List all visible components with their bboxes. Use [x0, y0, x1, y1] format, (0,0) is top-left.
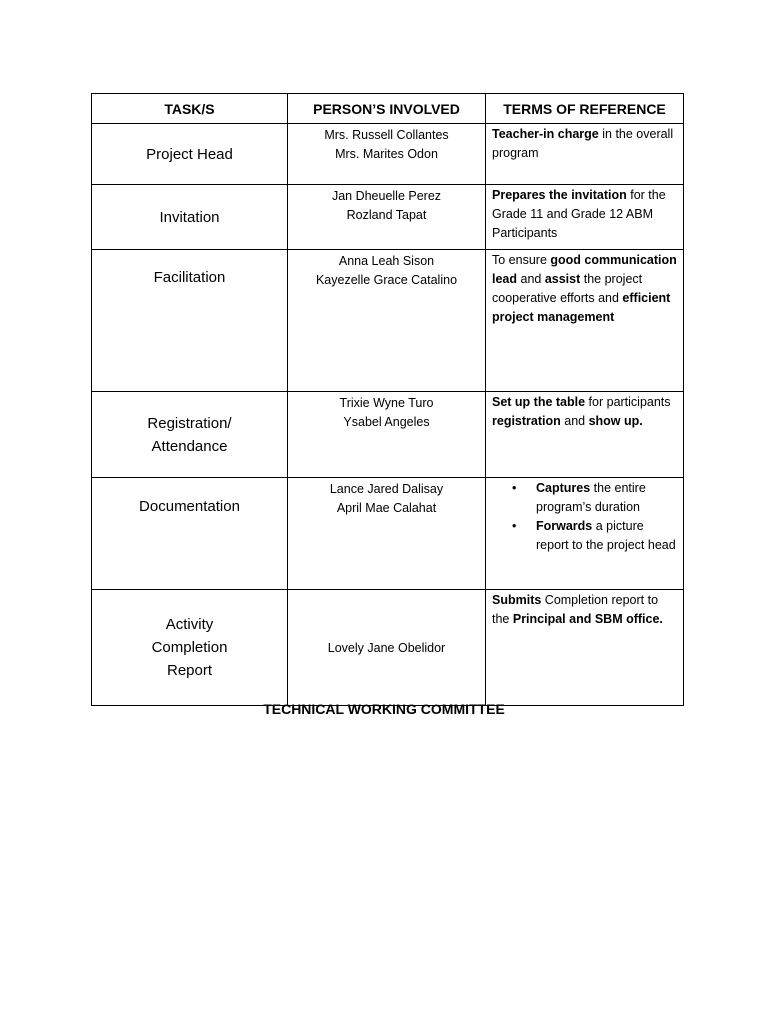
person-name: Ysabel Angeles [343, 415, 430, 429]
person-name: Jan Dheuelle Perez [331, 189, 442, 203]
table-row [92, 250, 684, 392]
table-row [92, 124, 684, 185]
task-cell [92, 590, 288, 706]
task-label: Activity [165, 616, 214, 633]
terms-text: Completion report to the [492, 593, 659, 626]
person-name: Lance Jared Dalisay [329, 482, 444, 496]
persons-cell [288, 478, 486, 590]
task-label: Project Head [146, 145, 233, 163]
table-row [92, 392, 684, 478]
bullet-icon: • [512, 481, 517, 495]
header-terms-of-reference: TERMS OF REFERENCE [486, 94, 684, 124]
task-label: Documentation [139, 498, 240, 515]
bullet-icon: • [512, 519, 517, 533]
task-cell [92, 478, 288, 590]
terms-bullet-list [492, 479, 677, 555]
terms-text: To ensure [492, 253, 551, 267]
terms-text: and [517, 272, 545, 286]
task-label: Facilitation [153, 269, 226, 286]
terms-text: a picture report to the project head [536, 519, 676, 552]
terms-cell [486, 478, 684, 590]
terms-text: in the overall program [492, 127, 674, 160]
person-name: Kayezelle Grace Catalino [315, 273, 458, 287]
task-label: Report [166, 662, 213, 679]
persons-cell [288, 392, 486, 478]
task-label: Attendance [151, 437, 228, 455]
task-cell [92, 124, 288, 185]
terms-bold: Submits [492, 593, 542, 607]
task-cell [92, 392, 288, 478]
persons-cell [288, 124, 486, 185]
terms-bold: Forwards [536, 519, 593, 533]
list-item [492, 517, 677, 555]
header-tasks: TASK/S [92, 94, 288, 124]
task-label: Invitation [159, 208, 220, 226]
persons-cell [288, 590, 486, 706]
terms-cell [486, 250, 684, 392]
task-cell [92, 185, 288, 250]
persons-cell [288, 250, 486, 392]
terms-text: and [560, 414, 589, 428]
person-name: Rozland Tapat [346, 208, 427, 222]
terms-bold: assist [544, 272, 581, 286]
document-caption: TECHNICAL WORKING COMMITTEE [263, 701, 505, 717]
terms-text: the project cooperative efforts and [492, 272, 643, 305]
list-item [492, 479, 677, 517]
terms-bold: Principal and SBM office. [512, 612, 663, 626]
table-header-row [92, 94, 684, 124]
person-name: April Mae Calahat [336, 501, 437, 515]
person-name: Lovely Jane Obelidor [327, 640, 446, 655]
terms-bold: Captures [536, 481, 591, 495]
terms-bold: Teacher-in charge [492, 127, 599, 141]
task-label: Registration/ [147, 414, 232, 432]
person-name: Mrs. Marites Odon [335, 147, 438, 161]
persons-cell [288, 185, 486, 250]
terms-bold: show up. [588, 414, 643, 428]
terms-cell [486, 124, 684, 185]
terms-cell [486, 590, 684, 706]
terms-bold: registration [492, 414, 561, 428]
table-row [92, 478, 684, 590]
terms-text: for the Grade 11 and Grade 12 ABM Participants [492, 188, 666, 240]
terms-bold: efficient project management [492, 291, 671, 324]
terms-text: for participants [585, 395, 671, 409]
committee-table [91, 93, 684, 706]
terms-bold: good communication lead [492, 253, 677, 286]
table-row [92, 590, 684, 706]
terms-bold: Set up the table [492, 395, 586, 409]
table-row [92, 185, 684, 250]
person-name: Anna Leah Sison [338, 254, 435, 268]
task-cell [92, 250, 288, 392]
task-label: Completion [151, 639, 228, 656]
terms-text: the entire program’s duration [536, 481, 646, 514]
person-name: Trixie Wyne Turo [339, 396, 434, 410]
person-name: Mrs. Russell Collantes [324, 128, 449, 142]
terms-cell [486, 185, 684, 250]
terms-cell [486, 392, 684, 478]
terms-bold: Prepares the invitation [492, 188, 627, 202]
header-persons-involved: PERSON’S INVOLVED [288, 94, 486, 124]
